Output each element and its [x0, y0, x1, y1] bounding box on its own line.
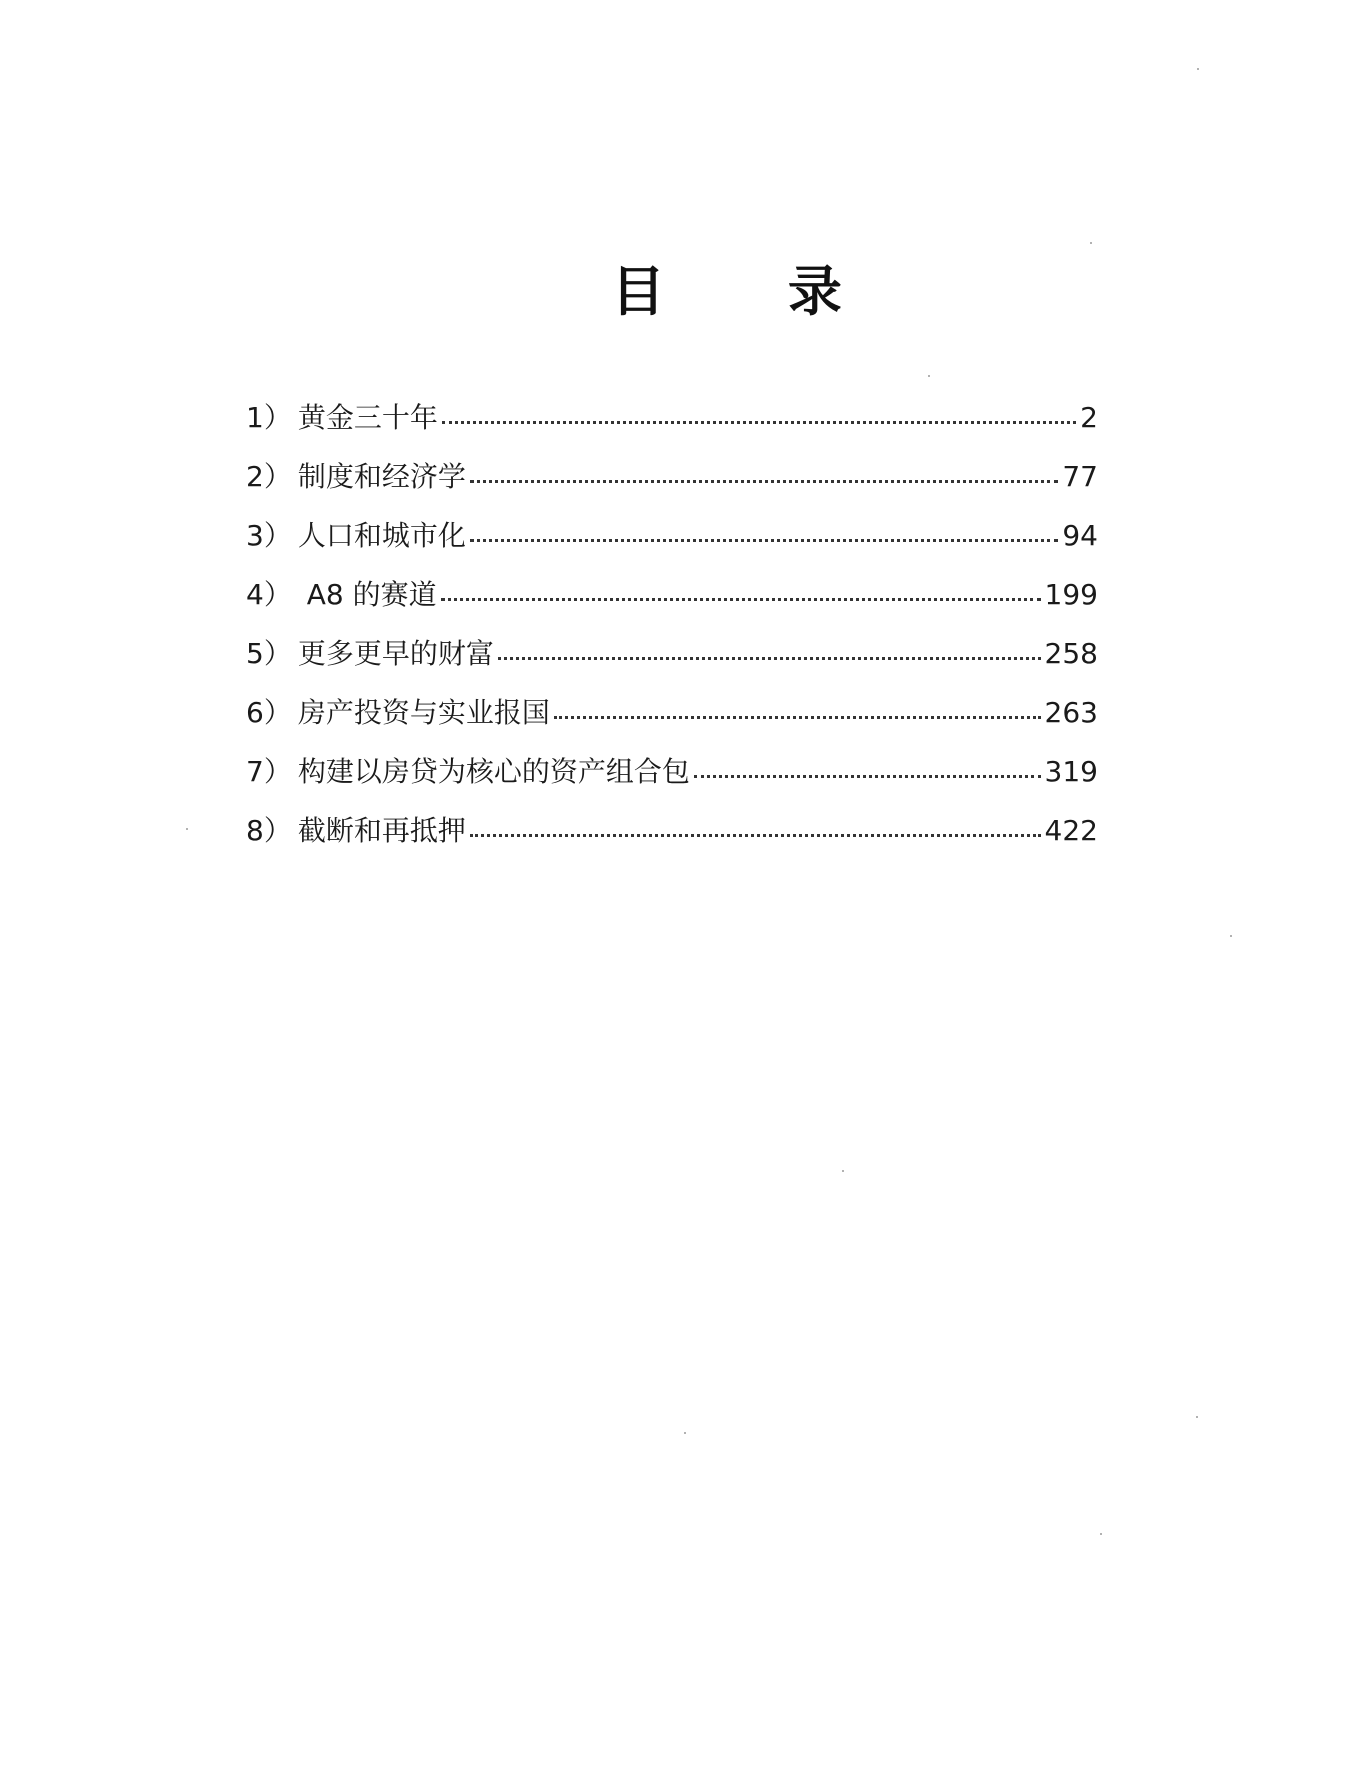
- toc-dot-leader: [441, 570, 1041, 601]
- toc-list: [246, 396, 1098, 868]
- toc-dot-leader: [694, 747, 1041, 778]
- scan-speck: [842, 1170, 844, 1172]
- toc-entry-title: 人口和城市化: [297, 519, 466, 552]
- toc-entry-title: 更多更早的财富: [297, 637, 494, 670]
- toc-entry-page: 258: [1044, 637, 1098, 670]
- toc-entry: [246, 632, 1098, 691]
- toc-entry-number: 4）: [246, 578, 292, 611]
- toc-entry-page: 94: [1062, 519, 1098, 552]
- toc-entry-number: 1）: [246, 401, 292, 434]
- toc-dot-leader: [498, 629, 1041, 660]
- scan-speck: [928, 375, 930, 377]
- toc-dot-leader: [470, 452, 1059, 483]
- toc-entry-page: 2: [1080, 401, 1098, 434]
- toc-entry-title: 黄金三十年: [297, 401, 438, 434]
- toc-entry-number: 7）: [246, 755, 292, 788]
- scan-speck: [186, 828, 188, 830]
- scan-speck: [1196, 1416, 1198, 1418]
- toc-entry: [246, 691, 1098, 750]
- toc-dot-leader: [554, 688, 1041, 719]
- toc-entry-number: 5）: [246, 637, 292, 670]
- toc-dot-leader: [442, 393, 1076, 424]
- toc-entry: [246, 396, 1098, 455]
- toc-entry-number: 6）: [246, 696, 292, 729]
- scan-speck: [1197, 68, 1199, 70]
- toc-entry-page: 319: [1044, 755, 1098, 788]
- toc-entry: [246, 455, 1098, 514]
- toc-entry-page: 199: [1044, 578, 1098, 611]
- toc-entry-page: 422: [1044, 814, 1098, 847]
- scan-speck: [1100, 1533, 1102, 1535]
- toc-entry: [246, 514, 1098, 573]
- toc-entry-number: 2）: [246, 460, 292, 493]
- toc-dot-leader: [470, 806, 1041, 837]
- toc-entry: [246, 809, 1098, 868]
- toc-entry-page: 263: [1044, 696, 1098, 729]
- toc-entry-title: 房产投资与实业报国: [297, 696, 550, 729]
- toc-entry-number: 3）: [246, 519, 292, 552]
- scan-speck: [1230, 935, 1232, 937]
- toc-entry-title: 构建以房贷为核心的资产组合包: [297, 755, 690, 788]
- page-title: 目 录: [611, 260, 894, 323]
- toc-entry-number: 8）: [246, 814, 292, 847]
- scan-speck: [1090, 242, 1092, 244]
- toc-entry-title: 制度和经济学: [297, 460, 466, 493]
- toc-entry: [246, 750, 1098, 809]
- toc-entry: [246, 573, 1098, 632]
- toc-entry-page: 77: [1062, 460, 1098, 493]
- toc-entry-title: 截断和再抵押: [297, 814, 466, 847]
- toc-dot-leader: [470, 511, 1059, 542]
- toc-entry-title: A8 的赛道: [297, 578, 437, 611]
- scan-speck: [684, 1432, 686, 1434]
